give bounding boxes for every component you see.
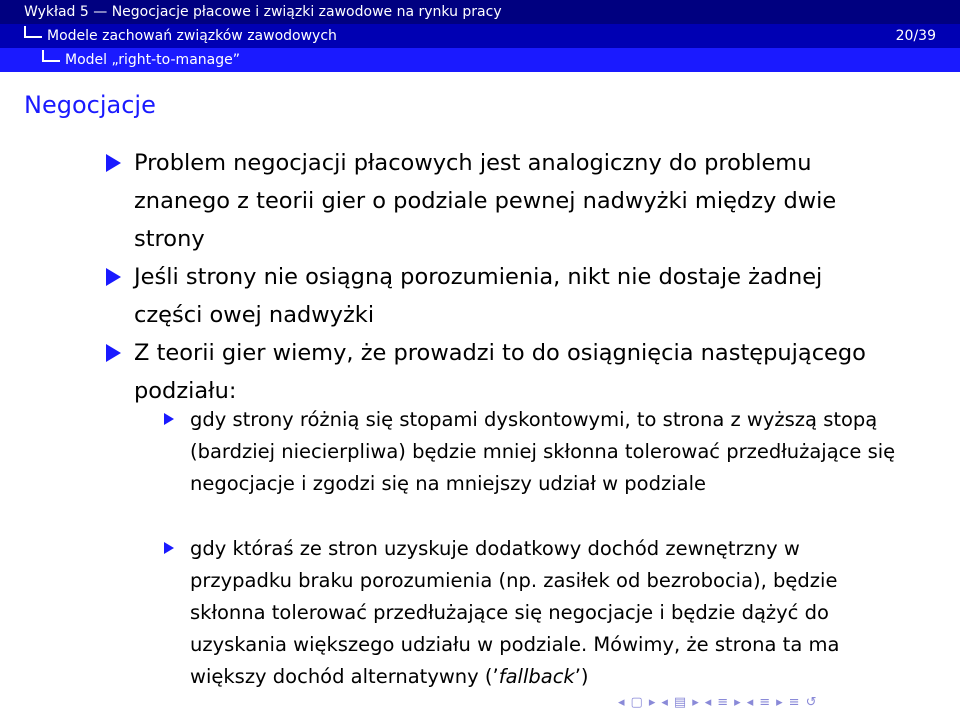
bullet-text: Z teorii gier wiemy, że prowadzi to do osiągnięcia następującego podziału: bbox=[134, 340, 866, 404]
header-lecture-row bbox=[0, 0, 960, 24]
subbullet-text: gdy strony różnią się stopami dyskontowymi, to strona z wyższą stopą (bardziej niecierpliwa) będzie mniej skłonna tolerować przedłużające się negocjacje i zgodzi się na mniejszy udział w podziale bbox=[190, 408, 896, 495]
nav-left-icon[interactable]: ◂ bbox=[746, 694, 754, 710]
subbullet-text-emphasis: fallback bbox=[498, 665, 575, 688]
triangle-subbullet-icon bbox=[164, 413, 174, 425]
bullet-item bbox=[134, 144, 894, 258]
lecture-title: Wykład 5 — Negocjacje płacowe i związki zawodowe na rynku pracy bbox=[24, 4, 502, 20]
nav-left-icon[interactable]: ◂ bbox=[704, 694, 712, 710]
header bbox=[0, 0, 960, 72]
bullet-item bbox=[134, 258, 894, 334]
header-section-row bbox=[0, 24, 960, 48]
subbullet-text-main: gdy któraś ze stron uzyskuje dodatkowy dochód zewnętrzny w przypadku braku porozumienia (np. zasiłek od bezrobocia), będzie skłonna tolerować przedłużające się negocjacje i będzie dążyć do uzyskania większego udziału w podziale. Mówimy, że strona ta ma większy dochód alternatywny (’ bbox=[190, 537, 840, 688]
nav-right-icon[interactable]: ▸ bbox=[648, 694, 656, 710]
nav-subsection-icon[interactable]: ▤ bbox=[673, 694, 687, 710]
subsection-title[interactable]: Model „right-to-manage” bbox=[65, 52, 240, 68]
triangle-bullet-icon bbox=[106, 268, 121, 286]
nav-section-icon[interactable]: ≡ bbox=[717, 694, 729, 710]
nav-right-icon[interactable]: ▸ bbox=[734, 694, 741, 710]
page-number: 20/39 bbox=[895, 28, 936, 44]
bullet-text: Jeśli strony nie osiągną porozumienia, nikt nie dostaje żadnej części owej nadwyżki bbox=[134, 264, 823, 328]
nav-left-icon[interactable]: ◂ bbox=[661, 694, 668, 710]
nav-search-icon[interactable]: ↺ bbox=[805, 694, 817, 710]
bullet-text: Problem negocjacji płacowych jest analogiczny do problemu znanego z teorii gier o podziale pewnej nadwyżki między dwie strony bbox=[134, 150, 837, 252]
tree-connector-icon bbox=[42, 50, 60, 62]
section-title[interactable]: Modele zachowań związków zawodowych bbox=[47, 28, 337, 44]
frame-title: Negocjacje bbox=[24, 91, 156, 119]
subbullet-item bbox=[190, 533, 900, 693]
triangle-bullet-icon bbox=[106, 344, 121, 362]
subbullet-item bbox=[190, 404, 900, 500]
header-subsection-row bbox=[0, 48, 960, 72]
nav-align-icon[interactable]: ≡ bbox=[788, 694, 800, 710]
triangle-bullet-icon bbox=[106, 154, 121, 172]
nav-left-icon[interactable]: ◂ bbox=[618, 694, 625, 710]
bullet-item bbox=[134, 334, 894, 410]
nav-frame-icon[interactable]: ▢ bbox=[630, 694, 643, 710]
nav-section-icon[interactable]: ≡ bbox=[759, 694, 771, 710]
subbullet-text bbox=[190, 537, 839, 688]
beamer-navigation bbox=[618, 692, 816, 712]
subbullet-text-end: ’) bbox=[574, 665, 589, 688]
tree-connector-icon bbox=[24, 26, 42, 38]
nav-right-icon[interactable]: ▸ bbox=[692, 694, 699, 710]
nav-right-icon[interactable]: ▸ bbox=[776, 694, 783, 710]
triangle-subbullet-icon bbox=[164, 542, 174, 554]
